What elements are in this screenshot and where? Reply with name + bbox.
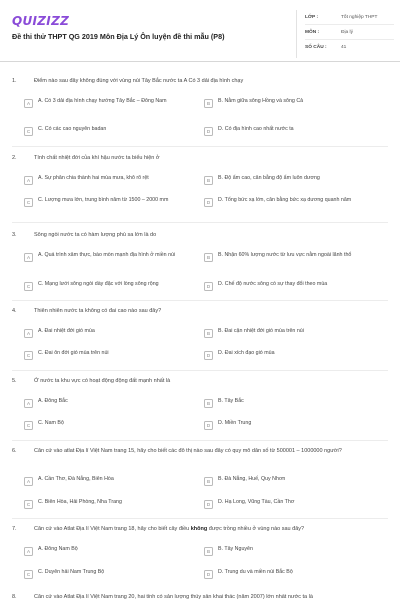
- option-text: A. Cần Thơ, Đà Nẵng, Biên Hòa: [38, 476, 114, 482]
- option-a[interactable]: [24, 546, 196, 561]
- option-letter-box: D: [204, 282, 213, 291]
- question-text: Căn cứ vào atlat Địa lí Việt Nam trang 15, hãy cho biết các đô thị nào sau đây có quy mô dân số từ 500001 – 1000000 người?: [34, 448, 342, 454]
- question-number: 4.: [12, 308, 17, 314]
- option-a[interactable]: [24, 476, 196, 491]
- option-text: A. Đông Nam Bộ: [38, 546, 78, 552]
- option-text: D. Hạ Long, Vũng Tàu, Cần Thơ: [218, 499, 295, 505]
- question-number: 7.: [12, 526, 17, 532]
- question-number: 3.: [12, 232, 17, 238]
- option-text: C. Mạng lưới sông ngòi dày đặc với lòng sông rộng: [38, 281, 159, 287]
- option-text: B. Nằm giữa sông Hồng và sông Cả: [218, 98, 304, 104]
- option-letter-box: C: [24, 127, 33, 136]
- option-letter-box: C: [24, 570, 33, 579]
- option-text: B. Tây Nguyên: [218, 546, 253, 552]
- option-a[interactable]: [24, 175, 196, 190]
- divider: [12, 440, 388, 441]
- meta-label: MÔN :: [305, 29, 320, 35]
- option-letter-box: A: [24, 477, 33, 486]
- option-text: D. Đai xích đạo gió mùa: [218, 350, 275, 356]
- question-text: Sông ngòi nước ta có hàm lượng phù sa lớn là do: [34, 232, 157, 238]
- option-letter-box: A: [24, 176, 33, 185]
- question-text: [34, 526, 374, 534]
- option-text: B. Tây Bắc: [218, 398, 244, 404]
- option-text: D. Miền Trung: [218, 420, 252, 426]
- question-number: 2.: [12, 155, 17, 161]
- document-header: [0, 0, 400, 62]
- divider: [12, 300, 388, 301]
- option-d[interactable]: [204, 420, 376, 435]
- option-a[interactable]: [24, 252, 196, 267]
- option-text: C. Nam Bộ: [38, 420, 64, 426]
- option-letter-box: B: [204, 399, 213, 408]
- meta-label: LỚP :: [305, 14, 319, 20]
- question-number: 8.: [12, 594, 17, 600]
- option-text: C. Duyên hải Nam Trung Bộ: [38, 569, 105, 575]
- option-a[interactable]: [24, 328, 196, 343]
- question-number: 6.: [12, 448, 17, 454]
- question-keyword: không: [190, 526, 208, 532]
- meta-row-subject: [305, 25, 394, 40]
- option-letter-box: C: [24, 500, 33, 509]
- option-text: C. Đai ôn đới gió mùa trên núi: [38, 350, 109, 356]
- meta-box: [296, 10, 394, 58]
- option-c[interactable]: [24, 197, 196, 212]
- option-letter-box: C: [24, 351, 33, 360]
- option-a[interactable]: [24, 98, 196, 113]
- meta-row-count: [305, 40, 394, 55]
- option-d[interactable]: [204, 350, 376, 365]
- option-a[interactable]: [24, 398, 196, 413]
- option-text: A. Đông Bắc: [38, 398, 68, 404]
- option-letter-box: B: [204, 99, 213, 108]
- option-b[interactable]: [204, 328, 376, 343]
- option-text: B. Đai cận nhiệt đới gió mùa trên núi: [218, 328, 304, 334]
- option-b[interactable]: [204, 398, 376, 413]
- question-number: 5.: [12, 378, 17, 384]
- option-letter-box: D: [204, 198, 213, 207]
- option-letter-box: D: [204, 500, 213, 509]
- option-c[interactable]: [24, 499, 196, 514]
- document-title: Đề thi thử THPT QG 2019 Môn Địa Lý Ôn luyện đề thi mẫu (P8): [12, 32, 225, 41]
- option-c[interactable]: [24, 569, 196, 584]
- option-letter-box: A: [24, 329, 33, 338]
- question-text-part: Căn cứ vào Atlat Địa lí Việt Nam trang 18, hãy cho biết cây điều: [34, 526, 191, 532]
- meta-value: 41: [341, 45, 347, 50]
- option-text: C. Biên Hòa, Hải Phòng, Nha Trang: [38, 499, 122, 505]
- divider: [12, 146, 388, 147]
- option-text: D. Có địa hình cao nhất nước ta: [218, 126, 294, 132]
- meta-value: Địa lý: [341, 29, 353, 35]
- option-text: D. Trung du và miền núi Bắc Bộ: [218, 569, 293, 575]
- option-letter-box: C: [24, 198, 33, 207]
- option-text: A. Sự phân chia thành hai mùa mưa, khô rõ rệt: [38, 175, 149, 181]
- option-letter-box: A: [24, 253, 33, 262]
- meta-row-grade: [305, 10, 394, 25]
- option-text: C. Lượng mưa lớn, trung bình năm từ 1500 – 2000 mm: [38, 197, 169, 203]
- option-d[interactable]: [204, 281, 376, 296]
- option-c[interactable]: [24, 281, 196, 296]
- option-letter-box: D: [204, 421, 213, 430]
- option-text: A. Có 3 dải địa hình chạy hướng Tây Bắc – Đông Nam: [38, 98, 167, 104]
- option-d[interactable]: [204, 499, 376, 514]
- option-letter-box: A: [24, 99, 33, 108]
- option-b[interactable]: [204, 98, 376, 113]
- option-letter-box: D: [204, 570, 213, 579]
- meta-value: Tốt nghiệp THPT: [341, 14, 378, 20]
- option-b[interactable]: [204, 252, 376, 267]
- question-number: 1.: [12, 78, 17, 84]
- meta-label: SỐ CÂU :: [305, 45, 327, 50]
- option-c[interactable]: [24, 350, 196, 365]
- option-d[interactable]: [204, 197, 376, 212]
- option-letter-box: B: [204, 547, 213, 556]
- option-d[interactable]: [204, 126, 376, 141]
- option-b[interactable]: [204, 546, 376, 561]
- option-text: A. Quá trình xâm thực, bào mòn mạnh địa hình ở miền núi: [38, 252, 176, 258]
- question-text: Tính chất nhiệt đới của khí hậu nước ta biểu hiện ở: [34, 155, 160, 161]
- quizizz-logo: QUIZIZZ: [12, 14, 70, 28]
- option-letter-box: B: [204, 176, 213, 185]
- option-b[interactable]: [204, 175, 376, 190]
- option-text: B. Độ ẩm cao, cân bằng độ ẩm luôn dương: [218, 175, 320, 181]
- divider: [12, 222, 388, 223]
- option-letter-box: C: [24, 421, 33, 430]
- option-text: C. Có các cao nguyên badan: [38, 126, 107, 132]
- option-letter-box: A: [24, 547, 33, 556]
- option-text: D. Chế độ nước sông có sự thay đổi theo mùa: [218, 281, 328, 287]
- option-text: D. Tổng bức xạ lớn, cân bằng bức xạ dương quanh năm: [218, 197, 352, 203]
- question-text: Ở nước ta khu vực có hoạt động động đất mạnh nhất là: [34, 378, 171, 384]
- question-text: Thiên nhiên nước ta không có đai cao nào sau đây?: [34, 308, 162, 314]
- option-text: B. Đà Nẵng, Huế, Quy Nhơn: [218, 476, 286, 482]
- question-text: Căn cứ vào Atlat Địa lí Việt Nam trang 20, hai tỉnh có sản lượng thủy sản khai thác (năm 2007) lớn nhất nước ta là: [34, 594, 313, 600]
- question-text: Điểm nào sau đây không đúng với vùng núi Tây Bắc nước ta A Có 3 dải địa hình chạy: [34, 78, 244, 84]
- option-c[interactable]: [24, 420, 196, 435]
- option-letter-box: D: [204, 351, 213, 360]
- question-text-part: được trồng nhiều ở vùng nào sau đây?: [207, 526, 305, 532]
- option-b[interactable]: [204, 476, 376, 491]
- option-letter-box: B: [204, 253, 213, 262]
- option-letter-box: A: [24, 399, 33, 408]
- option-letter-box: B: [204, 329, 213, 338]
- option-letter-box: D: [204, 127, 213, 136]
- option-c[interactable]: [24, 126, 196, 141]
- option-letter-box: C: [24, 282, 33, 291]
- option-text: B. Nhận 60% lượng nước từ lưu vực nằm ngoài lãnh thổ: [218, 252, 352, 258]
- divider: [12, 370, 388, 371]
- option-text: A. Đai nhiệt đới gió mùa: [38, 328, 95, 334]
- option-letter-box: B: [204, 477, 213, 486]
- divider: [12, 518, 388, 519]
- option-d[interactable]: [204, 569, 376, 584]
